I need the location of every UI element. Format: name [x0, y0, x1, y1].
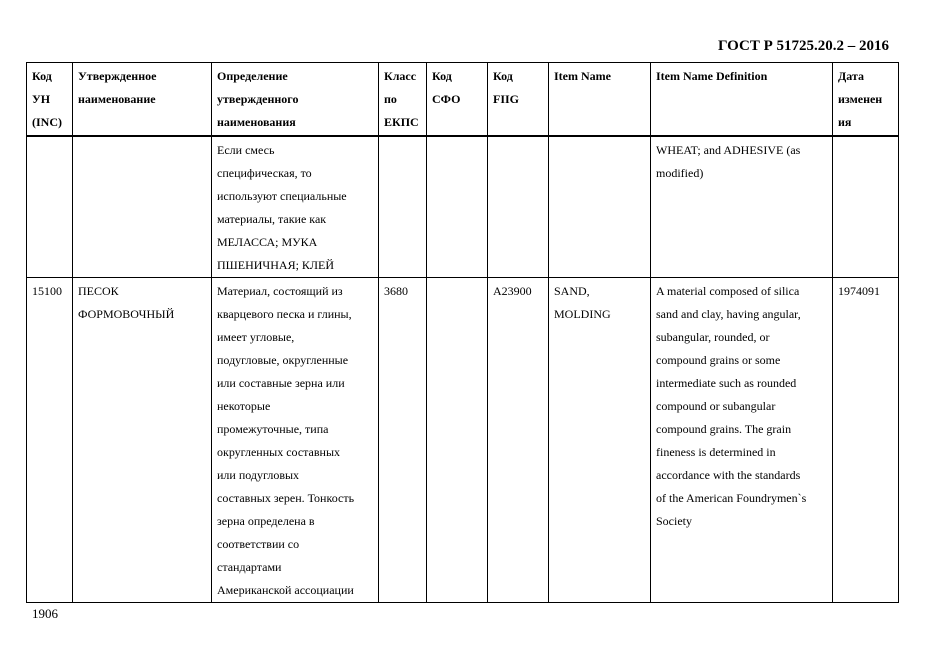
cell-item-name-definition: A material composed of silica sand and clay, having angular, subangular, rounded, or compound grains or some intermediate such as rounded compound or subangular compound grains. The grain fineness is determined in accordance with the standards of the American Foundrymen`s Society [651, 278, 833, 603]
cell-change-date: 1974091 [833, 278, 899, 603]
header-change-date: Дата изменен ия [833, 63, 899, 137]
cell-ekps-class [379, 136, 427, 278]
header-sfo-code: Код СФО [427, 63, 488, 137]
cell-change-date [833, 136, 899, 278]
header-item-name: Item Name [549, 63, 651, 137]
document-title: ГОСТ Р 51725.20.2 – 2016 [717, 38, 889, 54]
cell-approved-definition: Если смесь специфическая, то используют специальные материалы, такие как МЕЛАССА; МУКА ПШЕНИЧНАЯ; КЛЕЙ [212, 136, 379, 278]
cell-approved-name: ПЕСОК ФОРМОВОЧНЫЙ [73, 278, 212, 603]
table-header-row [27, 63, 899, 137]
page-number: 1906 [32, 606, 58, 621]
cell-item-name [549, 136, 651, 278]
cell-item-name-definition: WHEAT; and ADHESIVE (as modified) [651, 136, 833, 278]
cell-approved-definition: Материал, состоящий из кварцевого песка и глины, имеет угловые, подугловые, округленные или составные зерна или некоторые промежуточные, типа округленных составных или подугловых составных зерен. Тонкость зерна определена в соответствии со стандартами Американской ассоциации [212, 278, 379, 603]
header-item-name-definition: Item Name Definition [651, 63, 833, 137]
header-approved-definition: Определение утвержденного наименования [212, 63, 379, 137]
cell-ekps-class: 3680 [379, 278, 427, 603]
cell-sfo-code [427, 136, 488, 278]
cell-inc-code [27, 136, 73, 278]
cell-sfo-code [427, 278, 488, 603]
cell-fiig-code: A23900 [488, 278, 549, 603]
header-inc-code: Код УН (INC) [27, 63, 73, 137]
cell-approved-name [73, 136, 212, 278]
table-row [27, 136, 899, 278]
cell-fiig-code [488, 136, 549, 278]
nomenclature-table [26, 62, 899, 603]
header-approved-name: Утвержденное наименование [73, 63, 212, 137]
cell-item-name: SAND, MOLDING [549, 278, 651, 603]
header-fiig-code: Код FIIG [488, 63, 549, 137]
table-row [27, 278, 899, 603]
header-ekps-class: Класс по ЕКПС [379, 63, 427, 137]
cell-inc-code: 15100 [27, 278, 73, 603]
